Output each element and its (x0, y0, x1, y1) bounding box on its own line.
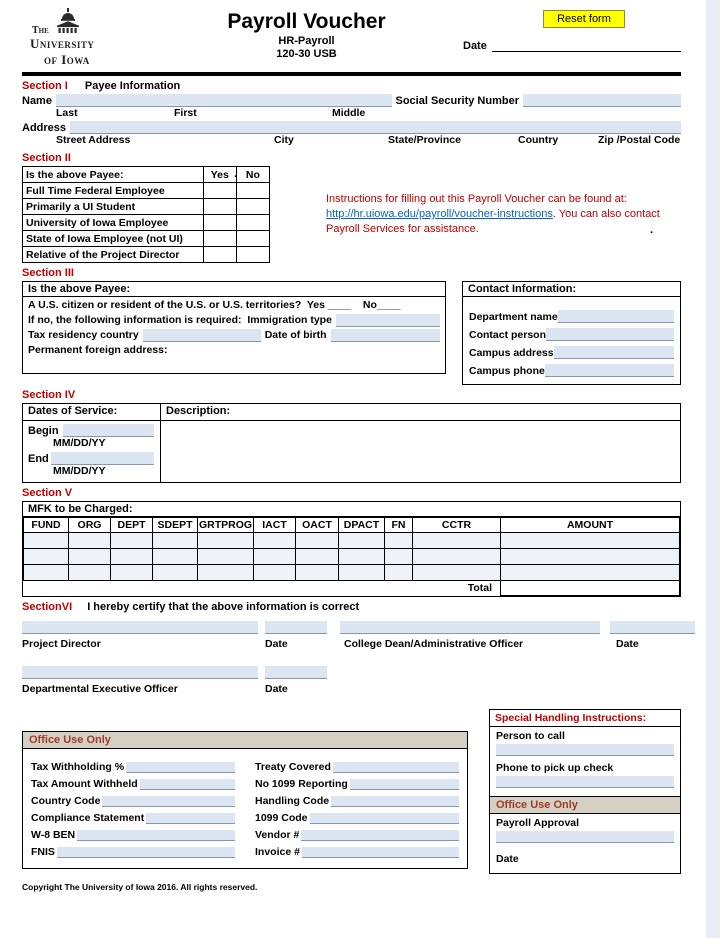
name-sublabels (22, 107, 681, 121)
tax-residency-field[interactable] (143, 329, 261, 342)
citizenship-box-title: Is the above Payee: (23, 282, 445, 297)
mfk-cell[interactable] (254, 549, 296, 565)
mfk-cell[interactable] (385, 533, 413, 549)
logo-text-university: University (30, 36, 95, 51)
mfk-cell[interactable] (198, 533, 254, 549)
payee-table-header: Is the above Payee: (23, 167, 204, 183)
end-date-field[interactable] (51, 452, 154, 465)
yes-column-header: Yes (203, 167, 236, 183)
bottom-section (22, 709, 681, 874)
special-handling-body (490, 727, 680, 796)
country-label: Country (518, 134, 559, 146)
state-province-label: State/Province (388, 134, 461, 146)
1099-code-field[interactable] (310, 813, 459, 824)
fnis-field[interactable] (57, 847, 235, 858)
project-director-label: Project Director (22, 638, 101, 650)
department-name-label: Department name (469, 311, 558, 323)
header-date-field[interactable] (492, 40, 681, 52)
table-row (23, 183, 270, 199)
tax-residency-label: Tax residency country (28, 329, 139, 341)
col-iact: IACT (254, 518, 296, 533)
row-label-ui-student: Primarily a UI Student (23, 199, 204, 215)
mfk-header-row (24, 518, 680, 533)
no-1099-reporting-field[interactable] (350, 779, 459, 790)
treaty-covered-label: Treaty Covered (255, 761, 331, 773)
form-header (22, 6, 681, 68)
no-cell-ui-employee[interactable] (236, 215, 269, 231)
project-director-signature-field[interactable] (22, 621, 258, 634)
mfk-title: MFK to be Charged: (23, 502, 680, 517)
city-label: City (274, 134, 294, 146)
payroll-approval-body (490, 814, 680, 873)
contact-person-label: Contact person (469, 329, 547, 341)
special-handling-box (489, 709, 681, 874)
dates-column (23, 404, 161, 482)
mfk-cell[interactable] (339, 549, 385, 565)
section-1-title: Payee Information (84, 80, 181, 92)
mfk-cell[interactable] (339, 565, 385, 581)
mfk-cell[interactable] (24, 533, 69, 549)
mfk-cell[interactable] (69, 533, 111, 549)
compliance-statement-label: Compliance Statement (31, 812, 145, 824)
signature-labels-1 (22, 638, 681, 652)
college-dean-date-field[interactable] (610, 621, 695, 634)
dates-title: Dates of Service: (23, 404, 160, 421)
col-fund: FUND (24, 518, 69, 533)
contact-info-title: Contact Information: (463, 282, 680, 297)
description-field[interactable] (161, 421, 680, 482)
office-right-column (255, 761, 459, 858)
col-dept: DEPT (111, 518, 153, 533)
mfk-cell[interactable] (501, 549, 680, 565)
mfk-cell[interactable] (413, 533, 501, 549)
begin-format-label: MM/DD/YY (53, 437, 106, 449)
office-use-only-title: Office Use Only (23, 732, 467, 749)
table-row (23, 215, 270, 231)
zip-postal-label: Zip /Postal Code (598, 134, 681, 146)
section-1-label: Section I (22, 80, 68, 92)
country-code-field[interactable] (102, 796, 235, 807)
mfk-cell[interactable] (111, 565, 153, 581)
total-amount-cell[interactable] (501, 581, 680, 596)
first-label: First (174, 107, 197, 119)
college-dean-signature-field[interactable] (340, 621, 600, 634)
description-column (161, 404, 680, 482)
contact-person-field[interactable] (546, 328, 674, 341)
payroll-approval-field[interactable] (496, 831, 674, 843)
mfk-table (23, 517, 680, 596)
mfk-cell[interactable] (385, 565, 413, 581)
mfk-cell[interactable] (69, 565, 111, 581)
mfk-cell[interactable] (413, 549, 501, 565)
invoice-number-field[interactable] (302, 847, 459, 858)
begin-label: Begin (28, 425, 59, 437)
foreign-address-field[interactable] (23, 357, 445, 373)
contact-row (463, 346, 680, 359)
no-column-header: No (236, 167, 269, 183)
yes-cell-federal-employee[interactable] (203, 183, 236, 199)
mfk-cell[interactable] (501, 565, 680, 581)
tax-amount-withheld-field[interactable] (140, 779, 235, 790)
dates-of-service-box (22, 403, 681, 483)
office-use-only-box (22, 731, 468, 869)
payee-type-table (22, 166, 270, 263)
mfk-cell[interactable] (254, 533, 296, 549)
campus-phone-field[interactable] (545, 364, 674, 377)
foreign-address-label: Permanent foreign address: (28, 344, 168, 356)
address-field[interactable] (70, 121, 681, 134)
mfk-box (22, 501, 681, 597)
stray-dot: . (649, 224, 653, 236)
compliance-statement-field[interactable] (146, 813, 235, 824)
col-grtprog: GRTPROG (198, 519, 253, 531)
table-row (23, 199, 270, 215)
mfk-cell[interactable] (413, 565, 501, 581)
payroll-approval-label: Payroll Approval (496, 817, 580, 829)
total-label: Total (24, 581, 501, 596)
departmental-executive-signature-field[interactable] (22, 666, 258, 679)
section-6-label: SectionVI (22, 601, 73, 613)
mfk-cell[interactable] (153, 565, 198, 581)
end-label: End (28, 453, 49, 465)
yes-cell-ui-employee[interactable] (203, 215, 236, 231)
country-code-label: Country Code (31, 795, 101, 807)
contact-row (463, 364, 680, 377)
office-use-only-title-2: Office Use Only (490, 796, 680, 814)
vendor-number-label: Vendor # (255, 829, 300, 841)
departmental-executive-date-field[interactable] (265, 666, 327, 679)
end-format-label: MM/DD/YY (53, 465, 106, 477)
row-label-state-employee: State of Iowa Employee (not UI) (23, 231, 204, 247)
1099-code-label: 1099 Code (255, 812, 308, 824)
mfk-cell[interactable] (198, 549, 254, 565)
address-sublabels (22, 134, 681, 148)
date-of-birth-field[interactable] (331, 329, 440, 342)
instructions-post: . You can also contact Payroll Services for assistance. (326, 208, 660, 235)
mfk-cell[interactable] (111, 533, 153, 549)
mfk-cell[interactable] (385, 549, 413, 565)
invoice-number-label: Invoice # (255, 846, 300, 858)
address-label: Address (22, 122, 67, 134)
mfk-row (24, 533, 680, 549)
signature-row-2 (22, 666, 681, 681)
university-of-iowa-logo (22, 6, 150, 68)
col-org: ORG (69, 518, 111, 533)
voucher-instructions-link[interactable]: http://hr.uiowa.edu/payroll/voucher-instructions (326, 208, 553, 220)
departmental-executive-label: Departmental Executive Officer (22, 683, 178, 695)
contact-info-box (462, 281, 681, 385)
phone-pickup-field[interactable] (496, 776, 674, 788)
mfk-cell[interactable] (296, 533, 339, 549)
description-title: Description: (161, 404, 680, 421)
table-row (23, 231, 270, 247)
mfk-cell[interactable] (153, 549, 198, 565)
row-label-relative: Relative of the Project Director (23, 247, 204, 263)
mfk-row (24, 565, 680, 581)
signature-labels-2 (22, 683, 681, 697)
street-address-label: Street Address (56, 134, 131, 146)
approval-date-label: Date (496, 853, 519, 865)
tax-withholding-label: Tax Withholding % (31, 761, 125, 773)
header-date-label: Date (463, 40, 487, 52)
date-label-3: Date (265, 683, 288, 695)
instructions-pre: Instructions for filling out this Payroll Voucher can be found at: (326, 193, 627, 205)
address-row (22, 121, 681, 134)
form-subtitle-room: 120-30 USB (276, 48, 337, 60)
date-of-birth-label: Date of birth (264, 329, 327, 341)
mfk-cell[interactable] (254, 565, 296, 581)
copyright-text: Copyright The University of Iowa 2016. All rights reserved. (22, 882, 258, 892)
date-label-1: Date (265, 638, 288, 650)
yes-cell-ui-student[interactable] (203, 199, 236, 215)
treaty-covered-field[interactable] (333, 762, 459, 773)
tax-withholding-field[interactable] (126, 762, 235, 773)
date-label-2: Date (616, 638, 639, 650)
table-row (23, 247, 270, 263)
section-4-label: Section IV (22, 389, 76, 401)
section-6-title: I hereby certify that the above information is correct (87, 601, 360, 613)
old-capitol-icon (53, 8, 83, 36)
contact-row (463, 328, 680, 341)
title-block (150, 6, 463, 60)
middle-label: Middle (332, 107, 366, 119)
header-right (463, 6, 681, 52)
phone-pickup-label: Phone to pick up check (496, 762, 614, 774)
handling-code-label: Handling Code (255, 795, 330, 807)
citizenship-box (22, 281, 446, 374)
section-2 (22, 166, 681, 263)
section-3-label: Section III (22, 267, 74, 279)
no-cell-federal-employee[interactable] (236, 183, 269, 199)
w8ben-field[interactable] (77, 830, 235, 841)
fnis-label: FNIS (31, 846, 55, 858)
mfk-cell[interactable] (24, 549, 69, 565)
ssn-label: Social Security Number (395, 95, 519, 107)
no-1099-reporting-label: No 1099 Reporting (255, 778, 348, 790)
ssn-field[interactable] (523, 94, 681, 107)
begin-row (23, 421, 160, 437)
col-dpact: DPACT (339, 518, 385, 533)
logo-text-of-iowa: of Iowa (44, 52, 90, 67)
mfk-cell[interactable] (198, 565, 254, 581)
campus-phone-label: Campus phone (469, 365, 545, 377)
special-handling-title: Special Handling Instructions: (490, 710, 680, 727)
department-name-field[interactable] (558, 310, 674, 323)
name-label: Name (22, 95, 52, 107)
yes-cell-relative[interactable] (203, 247, 236, 263)
end-row (23, 449, 160, 465)
stray-dot: . (234, 168, 238, 180)
immigration-type-label: If no, the following information is required: Immigration type (28, 314, 332, 326)
mfk-cell[interactable] (296, 549, 339, 565)
form-title: Payroll Voucher (227, 10, 386, 33)
yes-cell-state-employee[interactable] (203, 231, 236, 247)
col-amount: AMOUNT (501, 518, 680, 533)
signature-row-1 (22, 621, 681, 636)
immigration-type-field[interactable] (336, 314, 440, 327)
mfk-cell[interactable] (339, 533, 385, 549)
citizen-question: A U.S. citizen or resident of the U.S. or U.S. territories? Yes ____ No____ (28, 299, 401, 311)
mfk-cell[interactable] (501, 533, 680, 549)
row-label-ui-employee: University of Iowa Employee (23, 215, 204, 231)
section-6-header (22, 601, 681, 613)
last-label: Last (56, 107, 78, 119)
form-subtitle-dept: HR-Payroll (278, 35, 335, 47)
campus-address-label: Campus address (469, 347, 554, 359)
no-cell-relative[interactable] (236, 247, 269, 263)
reset-form-button[interactable]: Reset form (543, 10, 625, 28)
logo-text-the: The (32, 25, 49, 36)
mfk-cell[interactable] (296, 565, 339, 581)
project-director-date-field[interactable] (265, 621, 327, 634)
no-cell-state-employee[interactable] (236, 231, 269, 247)
section-5-label: Section V (22, 487, 73, 499)
office-use-body (23, 749, 467, 868)
mfk-cell[interactable] (153, 533, 198, 549)
college-dean-label: College Dean/Administrative Officer (344, 638, 524, 650)
campus-address-field[interactable] (554, 346, 674, 359)
w8ben-label: W-8 BEN (31, 829, 76, 841)
mfk-cell[interactable] (111, 549, 153, 565)
contact-row (463, 310, 680, 323)
vendor-number-field[interactable] (301, 830, 459, 841)
no-cell-ui-student[interactable] (236, 199, 269, 215)
office-left-column (31, 761, 235, 858)
col-sdept: SDEPT (153, 518, 198, 533)
col-oact: OACT (296, 518, 339, 533)
tax-amount-withheld-label: Tax Amount Withheld (31, 778, 138, 790)
mfk-row (24, 549, 680, 565)
handling-code-field[interactable] (331, 796, 459, 807)
person-to-call-field[interactable] (496, 744, 674, 756)
mfk-cell[interactable] (69, 549, 111, 565)
mfk-cell[interactable] (24, 565, 69, 581)
name-row (22, 94, 681, 107)
mfk-total-row (24, 581, 680, 596)
row-label-federal-employee: Full Time Federal Employee (23, 183, 204, 199)
person-to-call-label: Person to call (496, 730, 565, 742)
section-2-label: Section II (22, 152, 71, 164)
section-3 (22, 281, 681, 385)
name-field[interactable] (56, 94, 392, 107)
col-cctr: CCTR (413, 518, 501, 533)
instructions-text (326, 192, 668, 237)
section-1-header (22, 80, 681, 92)
header-divider (22, 72, 681, 76)
col-fn: FN (385, 518, 413, 533)
begin-date-field[interactable] (63, 424, 154, 437)
